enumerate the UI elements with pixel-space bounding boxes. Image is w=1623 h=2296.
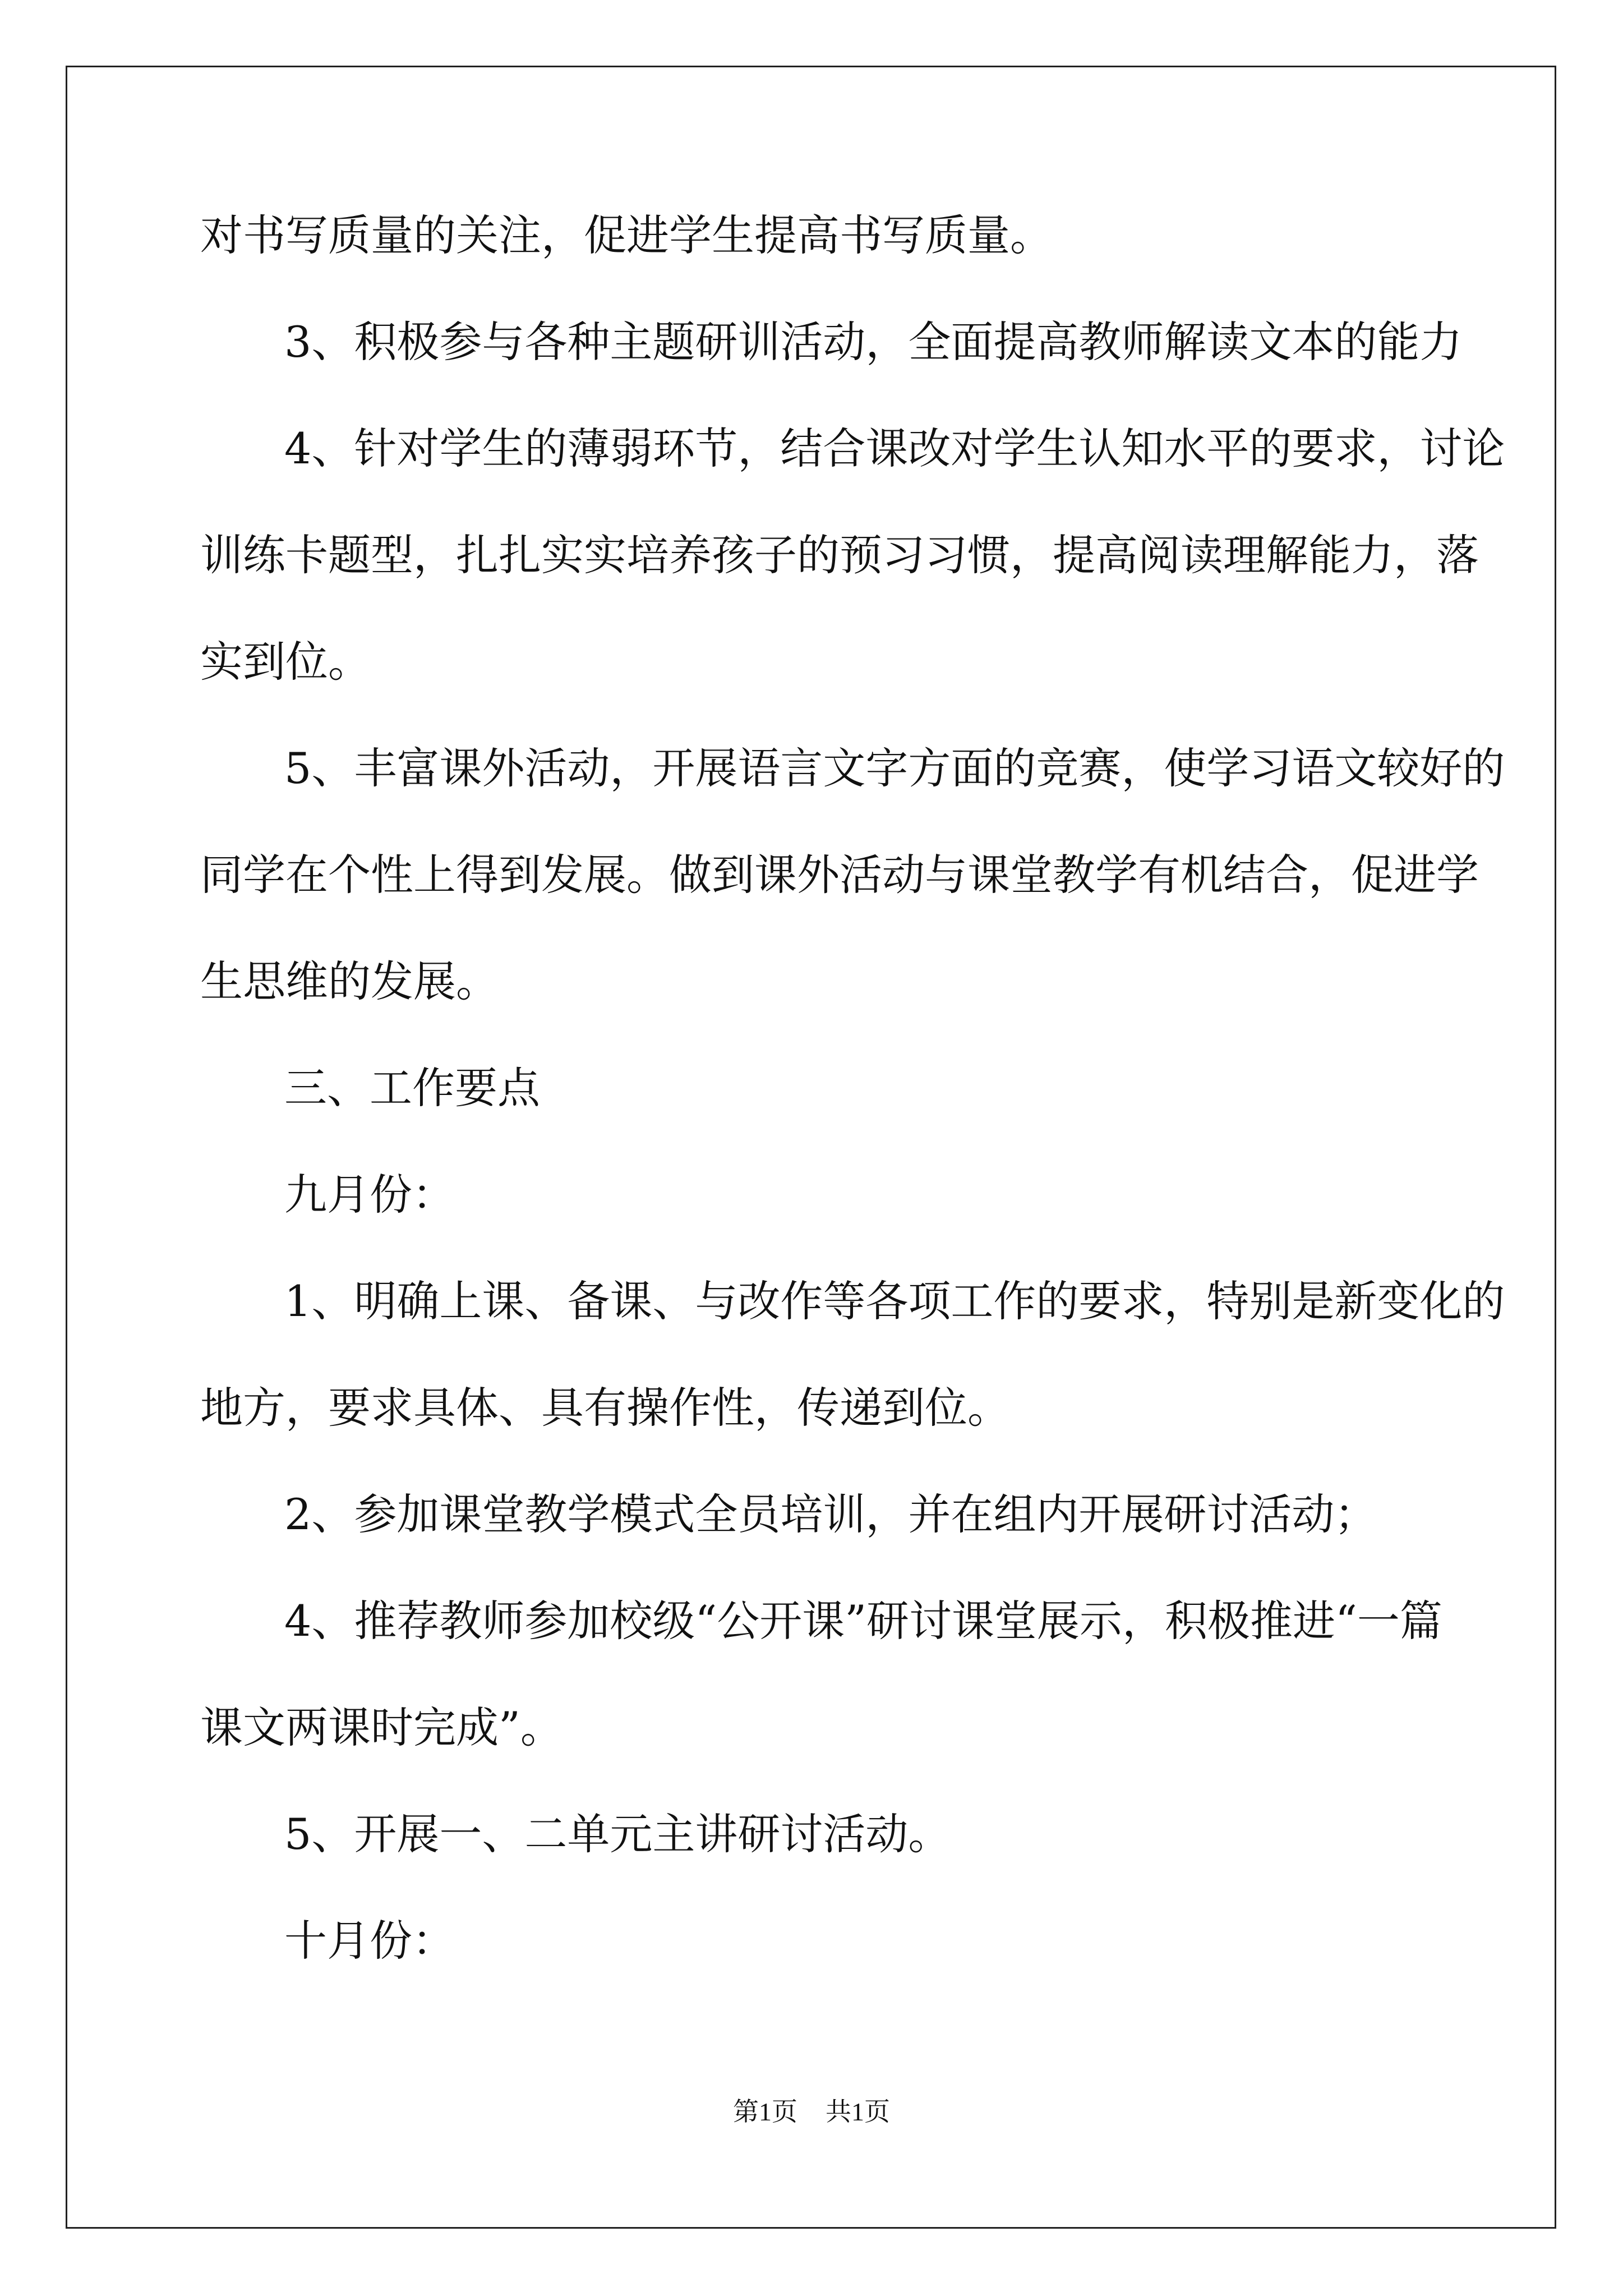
text-line: 地方，要求具体、具有操作性，传递到位。 — [200, 1383, 1010, 1433]
text-line: 4、针对学生的薄弱环节，结合课改对学生认知水平的要求，讨论 — [284, 424, 1505, 473]
section-heading: 三、工作要点 — [284, 1063, 540, 1113]
text-line: 实到位。 — [200, 637, 371, 687]
text-line: 4、推荐教师参加校级“公开课”研讨课堂展示，积极推进“一篇 — [284, 1596, 1442, 1646]
text-line: 同学在个性上得到发展。做到课外活动与课堂教学有机结合，促进学 — [200, 850, 1479, 900]
page-border — [66, 66, 1556, 2229]
text-line: 3、积极参与各种主题研训活动，全面提高教师解读文本的能力 — [284, 317, 1463, 367]
text-line: 课文两课时完成”。 — [200, 1703, 563, 1752]
month-heading: 十月份： — [284, 1916, 455, 1966]
text-line: 训练卡题型，扎扎实实培养孩子的预习习惯，提高阅读理解能力，落 — [200, 530, 1479, 580]
text-line: 1、明确上课、备课、与改作等各项工作的要求，特别是新变化的 — [284, 1276, 1505, 1326]
text-line: 对书写质量的关注，促进学生提高书写质量。 — [200, 210, 1053, 260]
text-line: 生思维的发展。 — [200, 956, 499, 1006]
page-footer — [0, 2095, 1623, 2129]
text-line: 5、丰富课外活动，开展语言文字方面的竞赛，使学习语文较好的 — [284, 743, 1505, 793]
page-total: 共1页 — [826, 2097, 890, 2126]
page-number: 第1页 — [733, 2097, 797, 2126]
text-line: 5、开展一、二单元主讲研讨活动。 — [284, 1809, 951, 1859]
month-heading: 九月份： — [284, 1170, 455, 1220]
text-line: 2、参加课堂教学模式全员培训，并在组内开展研讨活动； — [284, 1489, 1377, 1539]
